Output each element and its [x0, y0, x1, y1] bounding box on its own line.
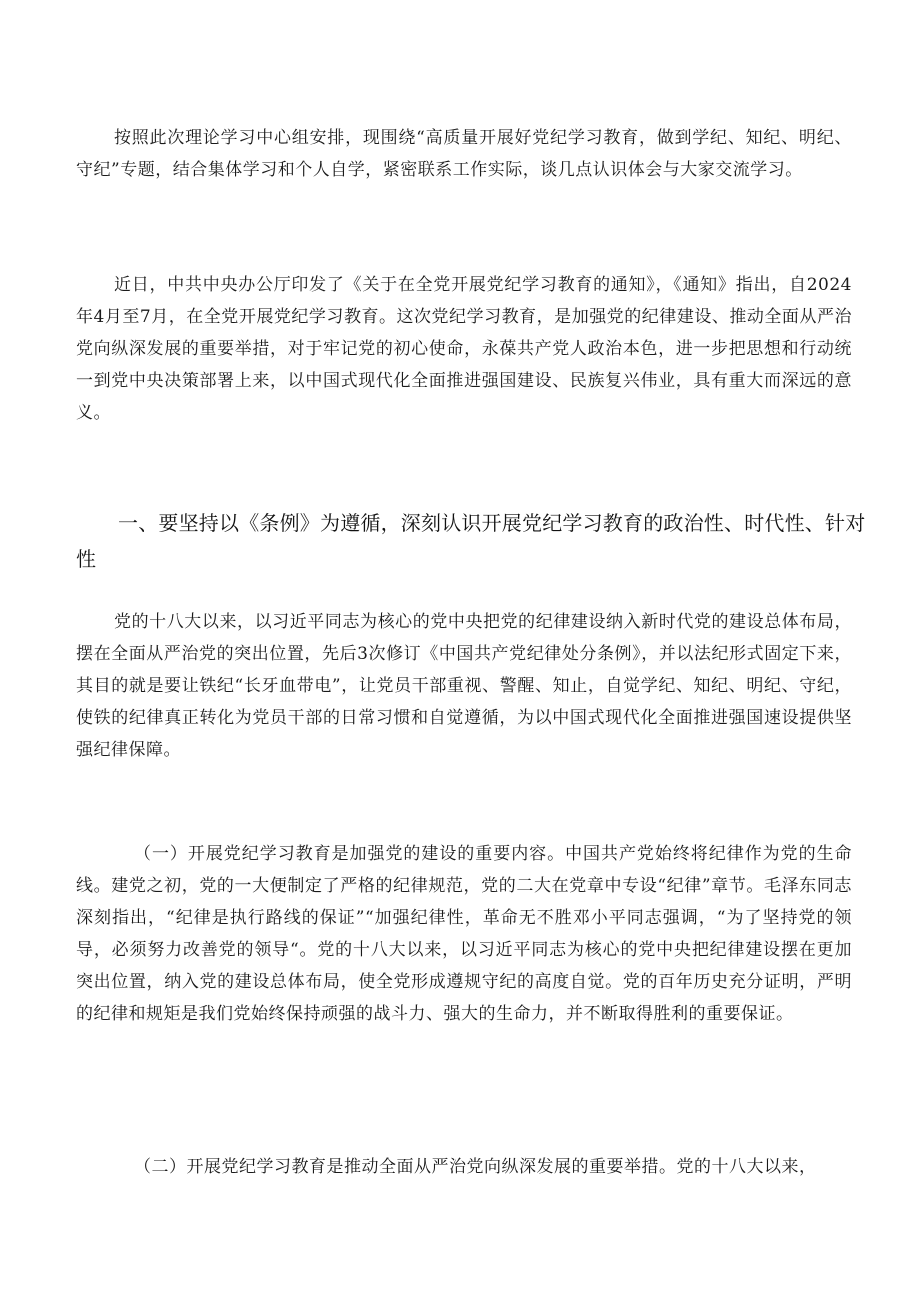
- review-paragraph: 党的十八大以来，以习近平同志为核心的党中央把党的纪律建设纳入新时代党的建设总体布局，摆在全面从严治党的突出位置，先后3次修订《中国共产党纪律处分条例》，并以法纪形式固定下来，其目的就是要让铁纪“长牙血带电”，让党员干部重视、警醒、知止，自觉学纪、知纪、明纪、守纪，使铁的纪律真正转化为党员干部的日常习惯和自觉遵循，为以中国式现代化全面推进强国速设提供坚强纪律保障。: [76, 612, 852, 760]
- item-one-paragraph: （一）开展党纪学习教育是加强党的建设的重要内容。中国共产党始终将纪律作为党的生命线。建党之初，党的一大便制定了严格的纪律规范，党的二大在党章中专设“纪律”章节。毛泽东同志深刻指出，“纪律是执行路线的保证”“加强纪律性，革命无不胜邓小平同志强调，“为了坚持党的领导，必须努力改善党的领导“。党的十八大以来，以习近平同志为核心的党中央把纪律建设摆在更加突出位置，纳入党的建设总体布局，使全党形成遵规守纪的高度自觉。党的百年历史充分证明，严明的纪律和规矩是我们党始终保持顽强的战斗力、强大的生命力，并不断取得胜利的重要保证。: [76, 844, 852, 1024]
- section-heading: 一、要坚持以《条例》为遵循，深刻认识开展党纪学习教育的政治性、时代性、针对性: [76, 511, 866, 571]
- intro-paragraph: 按照此次理论学习中心组安排，现围绕“高质量开展好党纪学习教育，做到学纪、知纪、明纪、守纪”专题，结合集体学习和个人自学，紧密联系工作实际，谈几点认识体会与大家交流学习。: [76, 128, 852, 180]
- item-two-paragraph: （二）开展党纪学习教育是推动全面从严治党向纵深发展的重要举措。党的十八大以来，: [134, 1157, 817, 1177]
- background-paragraph: 近日，中共中央办公厅印发了《关于在全党开展党纪学习教育的通知》，《通知》指出，自2024年4月至7月，在全党开展党纪学习教育。这次党纪学习教育，是加强党的纪律建设、推动全面从严治党向纵深发展的重要举措，对于牢记党的初心使命，永葆共产党人政治本色，进一步把思想和行动统一到党中央决策部署上来，以中国式现代化全面推进强国建设、民族复兴伟业，具有重大而深远的意义。: [76, 275, 852, 423]
